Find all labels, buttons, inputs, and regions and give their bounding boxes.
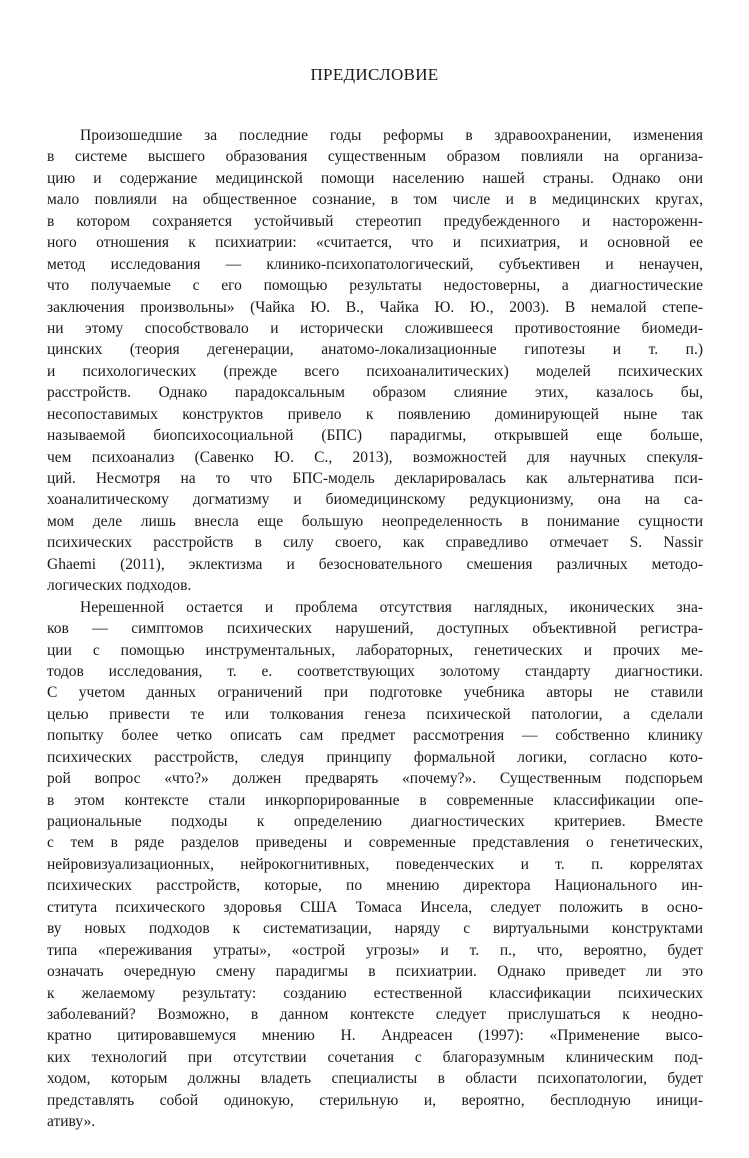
paragraph <box>47 597 703 1133</box>
text-line: ни этому способствовало и исторически сложившееся противостояние биомеди- <box>47 319 703 337</box>
text-line: хоаналитическому догматизму и биомедицинскому редукционизму, она на са- <box>47 491 703 509</box>
text-line: заключения произвольны» (Чайка Ю. В., Чайка Ю. Ю., 2003). В немалой степе- <box>47 298 703 316</box>
text-line: ций. Несмотря на то что БПС-модель декларировалась как альтернатива пси- <box>47 470 703 487</box>
text-line: расстройств. Однако парадоксальным образом слияние этих, казалось бы, <box>47 384 703 402</box>
text-line: цию и содержание медицинской помощи населению нашей страны. Однако они <box>47 169 703 187</box>
text-line: психических расстройств, которые, по мнению директора Национального ин- <box>47 877 703 895</box>
text-line: ститута психического здоровья США Томаса Инсела, следует положить в осно- <box>47 898 703 916</box>
text-line: чем психоанализ (Савенко Ю. С., 2013), возможностей для научных спекуля- <box>47 448 703 466</box>
text-line: означать очередную смену парадигмы в психиатрии. Однако приведет ли это <box>47 963 703 981</box>
text-line: ков — симптомов психических нарушений, доступных объективной регистра- <box>47 620 703 638</box>
text-line: Произошедшие за последние годы реформы в здравоохранении, изменения <box>80 127 703 144</box>
text-line: ативу». <box>47 1113 96 1131</box>
text-line: цинских (теория дегенерации, анатомо-локализационные гипотезы и т. п.) <box>47 341 703 359</box>
text-line: кратно цитировавшемуся мнению Н. Андреасен (1997): «Применение высо- <box>47 1027 703 1045</box>
text-line: попытку более четко описать сам предмет рассмотрения — собственно клинику <box>47 727 703 745</box>
text-line: называемой биопсихосоциальной (БПС) парадигмы, открывшей еще больше, <box>47 427 703 445</box>
page-title: ПРЕДИСЛОВИЕ <box>310 65 439 84</box>
text-line: рациональные подходы к определению диагностических критериев. Вместе <box>47 813 703 830</box>
text-line: ходом, которым должны владеть специалисты в области психопатологии, будет <box>47 1070 703 1088</box>
text-line: типа «переживания утраты», «острой угрозы» и т. п., что, вероятно, будет <box>47 941 703 959</box>
text-line: нейровизуализационных, нейрокогнитивных, поведенческих и т. п. коррелятах <box>47 855 703 873</box>
text-line: Нерешенной остается и проблема отсутствия наглядных, иконических зна- <box>80 598 703 616</box>
text-line: психических расстройств в силу своего, как справедливо отмечает S. Nassir <box>47 534 703 552</box>
text-line: ву новых подходов к систематизации, наряду с виртуальными конструктами <box>47 920 703 938</box>
text-line: несопоставимых конструктов привело к появлению доминирующей ныне так <box>47 405 703 423</box>
text-line: рой вопрос «что?» должен предварять «почему?». Существенным подспорьем <box>47 770 703 788</box>
body-text <box>47 125 703 1133</box>
text-line: к желаемому результату: созданию естественной классификации психических <box>47 984 703 1002</box>
text-line: что получаемые с его помощью результаты недостоверны, а диагностические <box>47 277 703 295</box>
text-line: в системе высшего образования существенным образом повлияли на организа- <box>47 148 703 166</box>
text-line: и психологических (прежде всего психоаналитических) моделей психических <box>47 362 703 380</box>
text-line: в этом контексте стали инкорпорированные в современные классификации опе- <box>47 791 703 809</box>
text-line: с тем в ряде разделов приведены и современные представления о генетических, <box>47 834 703 852</box>
text-line: метод исследования — клинико-психопатологический, субъективен и ненаучен, <box>47 255 703 273</box>
text-line: в котором сохраняется устойчивый стереотип предубежденного и настороженн- <box>47 212 703 230</box>
text-line: ких технологий при отсутствии сочетания с благоразумным клиническим под- <box>47 1048 703 1066</box>
text-line: тодов исследования, т. е. соответствующих золотому стандарту диагностики. <box>47 662 703 680</box>
text-line: логических подходов. <box>47 577 192 595</box>
paragraph <box>47 125 703 597</box>
text-line: С учетом данных ограничений при подготовке учебника авторы не ставили <box>47 684 703 702</box>
text-line: заболеваний? Возможно, в данном контексте следует прислушаться к неодно- <box>47 1005 703 1023</box>
text-line: представлять собой одинокую, стерильную и, вероятно, бесплодную иници- <box>47 1091 703 1109</box>
text-line: психических расстройств, следуя принципу формальной логики, согласно кото- <box>47 748 703 766</box>
text-line: Ghaemi (2011), эклектизма и безосновательного смешения различных методо- <box>47 555 703 573</box>
text-line: ного отношения к психиатрии: «считается, что и психиатрия, и основной ее <box>47 234 703 252</box>
text-line: мало повлияли на общественное сознание, в том числе и в медицинских кругах, <box>47 191 703 209</box>
text-line: мом деле лишь внесла еще большую неопределенность в понимание сущности <box>47 512 703 530</box>
text-line: ции с помощью инструментальных, лабораторных, генетических и прочих ме- <box>47 641 703 659</box>
text-line: целью привести те или толкования генеза психической патологии, а сделали <box>47 705 703 723</box>
